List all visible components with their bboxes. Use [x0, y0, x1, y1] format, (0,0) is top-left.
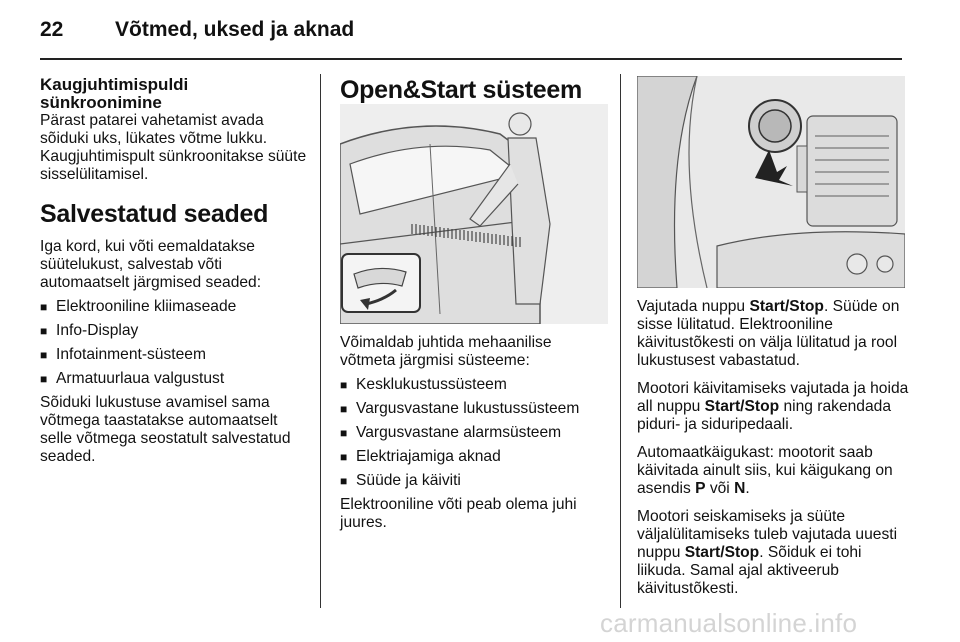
list-item: ■ Armatuurlaua valgustust — [40, 370, 225, 387]
sync-heading: Kaugjuhtimispuldi sünkroonimine — [40, 75, 189, 112]
gear-n-keyword: N — [734, 480, 746, 497]
list-item: ■ Elektriajamiga aknad — [340, 448, 501, 465]
column-left — [40, 76, 308, 466]
page-header — [40, 16, 900, 56]
start-stop-paragraph-1: Vajutada nuppu Start/Stop. Süüde on sisse lülitatud. Elektrooniline käivitustõkesti on välja lülitatud ja rool lukustusest vabastatud. — [637, 298, 900, 369]
start-stop-keyword: Start/Stop — [749, 298, 824, 315]
bullet-icon: ■ — [340, 426, 348, 440]
sync-text: Pärast patarei vahetamist avada sõiduki uks, lükates võtme lukku. Kaugjuhtimispult sünkroonitakse süüte sisselülitamisel. — [40, 112, 307, 183]
header-rule — [40, 58, 902, 60]
list-item: ■ Kesklukustussüsteem — [340, 376, 507, 393]
bullet-icon: ■ — [340, 378, 348, 392]
list-item: ■ Elektrooniline kliimaseade — [40, 298, 237, 315]
open-start-heading: Open&Start süsteem — [340, 76, 582, 104]
saved-settings-outro: Sõiduki lukustuse avamisel sama võtmega taastatakse automaatselt selle võtmega seostatult salvestatud seaded. — [40, 394, 291, 465]
page-number: 22 — [40, 18, 64, 41]
column-divider-right — [620, 74, 621, 608]
illustration-start-stop — [637, 76, 905, 288]
list-item: ■ Vargusvastane lukustussüsteem — [340, 400, 580, 417]
open-start-list — [340, 376, 608, 490]
column-right — [637, 76, 909, 598]
list-item: ■ Vargusvastane alarmsüsteem — [340, 424, 562, 441]
bullet-icon: ■ — [40, 348, 48, 362]
column-middle — [340, 76, 608, 532]
start-stop-paragraph-4: Mootori seiskamiseks ja süüte väljalülitamiseks tuleb vajutada uuesti nuppu Start/Stop. Sõiduk ei tohi liikuda. Samal ajal aktiveerub käivitustõkesti. — [637, 508, 898, 597]
list-item: ■ Infotainment-süsteem — [40, 346, 206, 363]
open-start-intro: Võimaldab juhtida mehaanilise võtmeta järgmisi süsteeme: — [340, 334, 552, 369]
saved-settings-intro: Iga kord, kui võti eemaldatakse süütelukust, salvestab võti automaatselt järgmised seaded: — [40, 238, 262, 291]
bullet-icon: ■ — [40, 324, 48, 338]
car-door-illustration-icon — [340, 104, 608, 324]
watermark: carmanualsonline.info — [600, 608, 858, 638]
start-stop-button-illustration-icon — [637, 76, 905, 288]
start-stop-paragraph-3: Automaatkäigukast: mootorit saab käivitada ainult siis, kui käigukang on asendis P või N. — [637, 444, 893, 497]
illustration-door-handle — [340, 104, 608, 324]
list-item: ■ Süüde ja käiviti — [340, 472, 461, 489]
start-stop-paragraph-2: Mootori käivitamiseks vajutada ja hoida all nuppu Start/Stop ning rakendada piduri- ja siduripedaali. — [637, 380, 909, 433]
saved-settings-list — [40, 298, 308, 388]
bullet-icon: ■ — [340, 450, 348, 464]
list-item: ■ Info-Display — [40, 322, 139, 339]
saved-settings-heading: Salvestatud seaded — [40, 200, 269, 228]
column-divider-left — [320, 74, 321, 608]
start-stop-keyword: Start/Stop — [704, 398, 780, 415]
gear-p-keyword: P — [695, 480, 706, 497]
open-start-outro: Elektrooniline võti peab olema juhi juures. — [340, 496, 577, 531]
bullet-icon: ■ — [40, 372, 48, 386]
bullet-icon: ■ — [40, 300, 48, 314]
bullet-icon: ■ — [340, 474, 348, 488]
page-title: Võtmed, uksed ja aknad — [115, 18, 355, 41]
bullet-icon: ■ — [340, 402, 348, 416]
start-stop-keyword: Start/Stop — [684, 544, 760, 561]
